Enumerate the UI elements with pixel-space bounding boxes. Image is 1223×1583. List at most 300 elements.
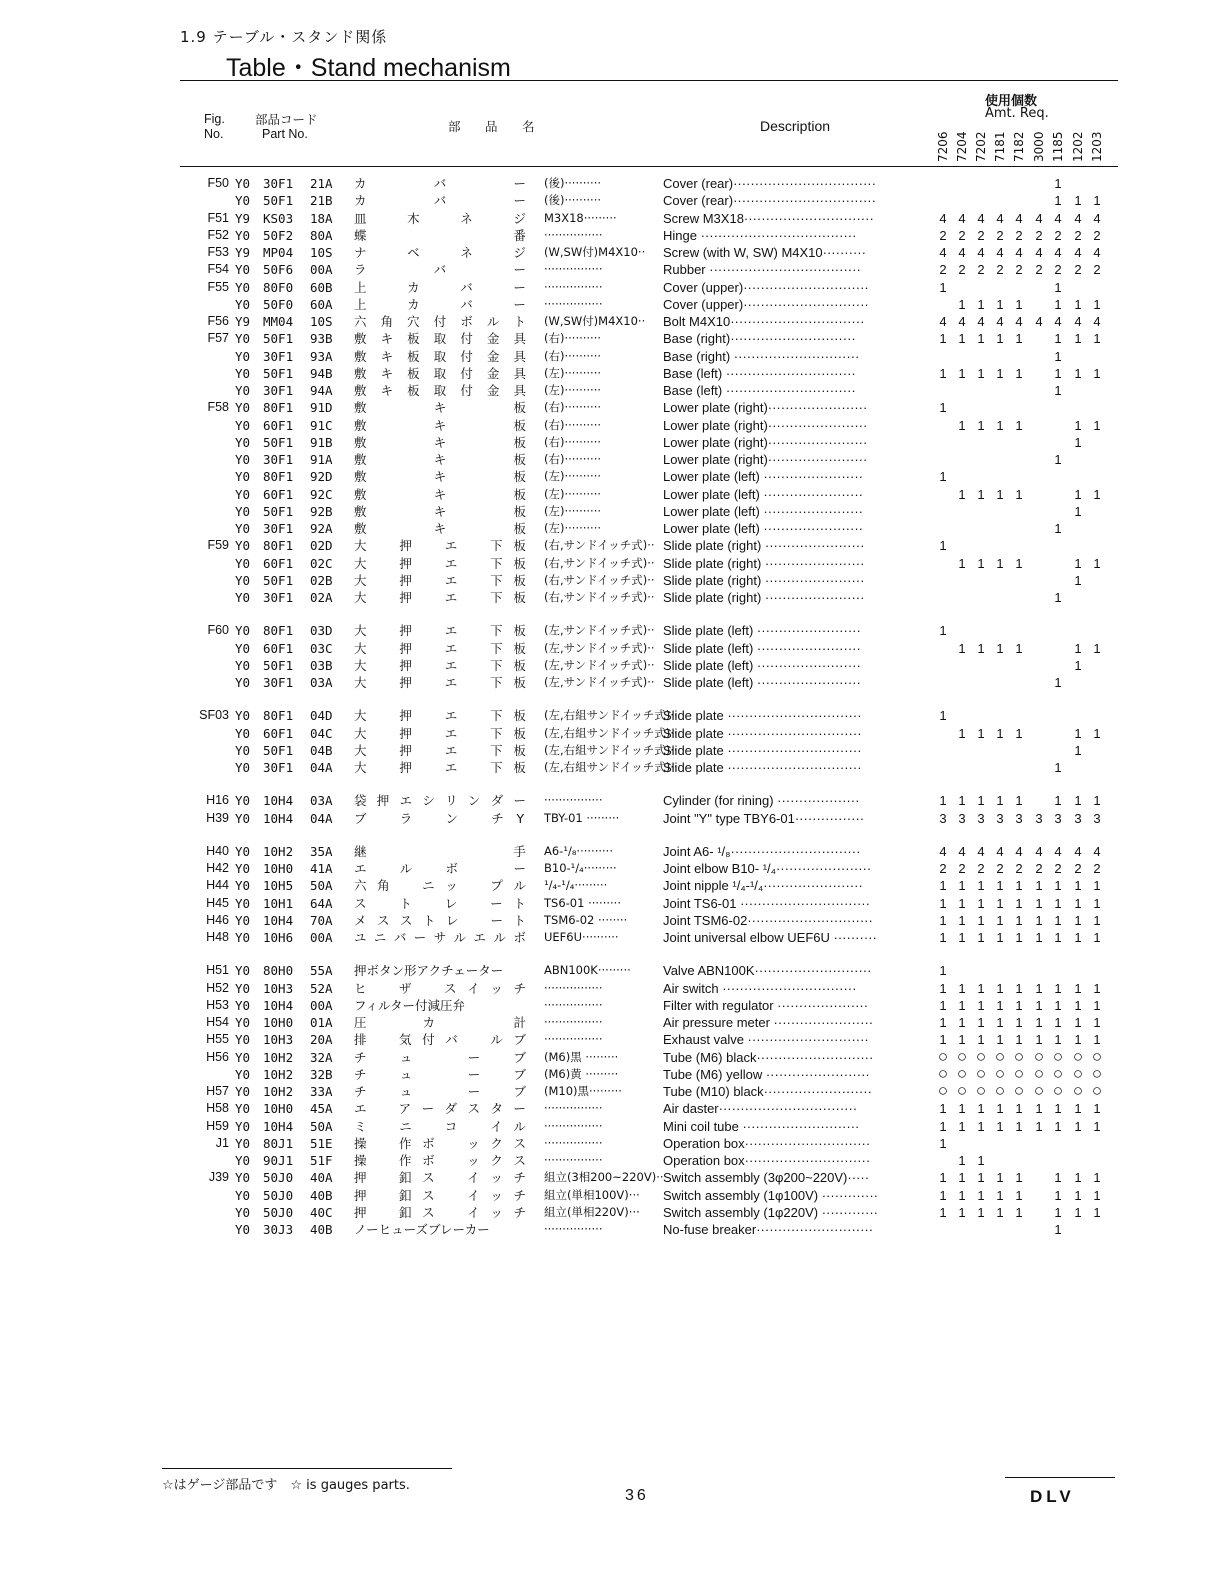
amount-7204: 1: [958, 878, 966, 894]
part-name-jp: [354, 980, 526, 997]
amount-7181: 1: [996, 555, 1004, 571]
part-name-char: [423, 537, 434, 554]
amount-1202: 1: [1074, 296, 1082, 312]
part-prefix: Y0: [235, 538, 251, 554]
part-name-char: 付: [433, 314, 447, 329]
amount-1203: 1: [1093, 1170, 1101, 1186]
part-suffix: 03A: [310, 675, 333, 690]
part-name-char: [461, 520, 472, 537]
part-description: Exhaust valve ····························: [663, 1032, 869, 1048]
part-name-jp: [354, 912, 526, 929]
amount-7182: ○: [1013, 1063, 1025, 1083]
part-name-char: 押: [399, 657, 412, 673]
amount-7181: 1: [996, 793, 1004, 809]
amount-1203: 2: [1093, 861, 1101, 876]
part-description: Joint nipple ¹/₄-¹/₄·······················: [663, 878, 863, 894]
amount-7182: 1: [1015, 417, 1023, 433]
fig-no: H57: [206, 1084, 229, 1098]
part-prefix: Y0: [235, 434, 251, 450]
part-name-char: [468, 742, 479, 759]
part-name-char: ン: [467, 793, 481, 809]
part-no-header: Part No.: [262, 127, 308, 141]
part-spec: (W,SW付)M4X10··: [544, 245, 646, 259]
part-name-char: 板: [513, 486, 526, 502]
amount-7202: ○: [975, 1063, 987, 1083]
amount-7202: 1: [977, 895, 985, 911]
part-name-char: 作: [399, 1135, 412, 1151]
part-name-char: [461, 261, 472, 278]
part-name-char: [377, 1100, 388, 1117]
part-name-char: 押: [354, 1204, 367, 1220]
part-name-char: [377, 1152, 388, 1169]
part-name-char: 角: [377, 878, 390, 894]
part-name-char: ッ: [490, 980, 503, 996]
part-description: Cover (rear)·································: [663, 176, 876, 191]
fig-no: H51: [206, 963, 229, 978]
part-name-char: 蝶: [354, 227, 367, 243]
table-row: [0, 417, 1223, 434]
part-name-char: [377, 759, 388, 776]
part-prefix: Y0: [235, 365, 251, 381]
part-name-jp: [354, 486, 526, 503]
part-code: 10H4: [263, 810, 294, 826]
part-name-char: 押: [399, 538, 412, 554]
table-row: [0, 279, 1223, 296]
part-name-char: キ: [380, 331, 394, 347]
part-spec: (左,サンドイッチ式)··: [544, 675, 655, 689]
part-description: Cover (upper)·····························: [663, 279, 869, 295]
part-spec: 組立(3相200~220V)··: [544, 1170, 664, 1185]
amount-1202: 1: [1074, 640, 1082, 656]
model-header: [936, 126, 950, 162]
part-description: Slide plate ·······························: [663, 760, 862, 775]
amount-1185: 1: [1054, 1118, 1062, 1134]
table-row: [0, 399, 1223, 416]
amount-7204: 1: [958, 980, 966, 996]
part-code: 30F1: [263, 590, 294, 605]
part-name-char: ヒ: [354, 980, 367, 996]
part-description: Slide plate (left) ························: [663, 623, 861, 639]
part-name-char: ュ: [399, 1049, 413, 1065]
table-row: [0, 382, 1223, 399]
part-name-char: レ: [444, 895, 458, 911]
amount-7181: 4: [996, 245, 1004, 260]
part-name-char: イ: [467, 1204, 480, 1220]
part-name-jp: [354, 313, 526, 330]
part-name-char: [423, 572, 434, 589]
part-suffix: 18A: [310, 210, 333, 226]
amount-7204: 1: [958, 1101, 966, 1117]
part-suffix: 21A: [310, 176, 333, 191]
amount-1203: ○: [1091, 1046, 1103, 1066]
part-name-char: [423, 742, 434, 759]
part-name-char: 大: [354, 623, 367, 639]
part-name-char: 押: [376, 793, 390, 809]
part-name-char: 下: [490, 538, 503, 554]
part-name-char: [377, 1031, 388, 1048]
part-name-char: 敷: [354, 400, 367, 416]
part-prefix: Y0: [235, 469, 251, 485]
part-name-char: [423, 1049, 434, 1066]
part-suffix: 40A: [310, 1170, 333, 1186]
part-description: Base (left) ······························: [663, 365, 856, 381]
part-suffix: 51E: [310, 1135, 333, 1151]
table-row: [0, 537, 1223, 554]
footer-rule-left: [162, 1468, 452, 1469]
part-name-char: [461, 399, 472, 416]
amount-1185: 1: [1054, 1170, 1062, 1186]
part-name-char: 板: [513, 708, 526, 724]
part-suffix: 60B: [310, 279, 333, 295]
part-code: 50J0: [263, 1170, 294, 1186]
part-name-char: ー: [513, 262, 526, 278]
part-name-char: 釦: [399, 1187, 412, 1203]
amount-7204: 4: [958, 245, 966, 260]
part-name-char: ス: [354, 895, 367, 911]
part-name-char: ブ: [513, 1066, 526, 1082]
part-name-char: 具: [513, 348, 526, 364]
part-name-char: 板: [513, 760, 526, 775]
amount-1185: 1: [1054, 895, 1062, 911]
table-row: [0, 365, 1223, 382]
amount-7202: ○: [975, 1081, 987, 1100]
model-header: [1051, 126, 1065, 162]
amount-1185: 4: [1054, 245, 1062, 260]
part-prefix: Y0: [235, 1204, 251, 1220]
part-prefix: Y0: [235, 793, 251, 809]
part-name-char: ボ: [422, 1135, 435, 1151]
part-suffix: 04C: [310, 725, 333, 741]
amount-7182: 1: [1015, 930, 1023, 945]
part-code: 50J0: [263, 1187, 294, 1203]
part-description: Tube (M6) yellow ························: [663, 1066, 870, 1082]
amount-7202: ○: [975, 1046, 987, 1066]
amount-header-jp: 使用個数: [985, 94, 1038, 109]
amount-1185: 2: [1054, 861, 1062, 876]
part-spec: ················: [544, 262, 603, 277]
amount-1202: 1: [1074, 503, 1082, 519]
part-name-char: 大: [354, 572, 367, 588]
part-name-char: 板: [513, 640, 526, 656]
part-name-char: ダ: [490, 793, 504, 809]
amount-1202: 1: [1074, 572, 1082, 588]
amount-1203: 1: [1093, 725, 1101, 741]
part-name-char: ン: [445, 810, 458, 826]
part-suffix: 00A: [310, 262, 333, 278]
amount-7182: 1: [1015, 486, 1023, 502]
part-description: Lower plate (right)·······················: [663, 452, 868, 467]
part-name-char: ニ: [373, 930, 387, 945]
amount-1202: 1: [1074, 1187, 1082, 1203]
part-name-char: エ: [444, 760, 458, 775]
part-name-char: 皿: [354, 210, 367, 226]
part-name-char: エ: [444, 623, 458, 639]
part-name-char: キ: [433, 486, 447, 502]
part-name-char: ッ: [445, 878, 458, 894]
amount-1203: 1: [1093, 365, 1101, 381]
part-name-char: 金: [486, 383, 500, 398]
amount-7181: 1: [996, 1187, 1004, 1203]
amount-7206: 2: [939, 262, 947, 278]
table-row: [0, 674, 1223, 691]
amount-3000: 4: [1035, 245, 1043, 260]
part-name-char: [423, 895, 434, 912]
part-name-char: 敷: [354, 348, 367, 364]
part-spec: (右)··········: [544, 417, 602, 432]
part-name-char: [378, 1066, 389, 1083]
part-name-char: 釦: [399, 1204, 412, 1220]
fig-no: F57: [207, 331, 229, 346]
part-name-char: ス: [513, 1135, 526, 1151]
amount-7202: 2: [977, 262, 985, 278]
amount-1185: 1: [1054, 383, 1062, 398]
part-name-char: ナ: [354, 245, 367, 260]
part-code: 10H0: [263, 1015, 294, 1030]
part-name-char: ー: [513, 176, 526, 191]
table-row: [0, 929, 1223, 946]
part-name-char: イ: [467, 1170, 480, 1186]
amount-1203: 1: [1093, 980, 1101, 996]
part-name-char: [434, 279, 445, 296]
part-name-char: [408, 468, 419, 485]
amount-7181: 1: [996, 912, 1004, 928]
part-prefix: Y0: [235, 861, 251, 876]
part-suffix: 50A: [310, 878, 333, 894]
part-name-char: キ: [380, 348, 394, 364]
amount-1185: 1: [1054, 193, 1062, 209]
part-prefix: Y0: [235, 348, 251, 364]
part-suffix: 32A: [310, 1049, 333, 1065]
part-name-char: [377, 980, 388, 997]
part-name-char: 袋: [354, 793, 367, 809]
amount-7206: ○: [937, 1081, 949, 1100]
amount-1203: 1: [1093, 555, 1101, 571]
part-prefix: Y0: [235, 572, 251, 588]
table-row: [0, 1135, 1223, 1152]
amount-7202: 1: [977, 930, 985, 945]
part-name-char: リ: [445, 793, 458, 809]
part-code: 80H0: [263, 963, 294, 979]
part-name-char: ッ: [490, 1170, 503, 1186]
part-description: Rubber ···································: [663, 262, 861, 278]
part-code: 10H4: [263, 912, 294, 928]
amount-1202: 4: [1074, 210, 1082, 226]
part-spec: ················: [544, 227, 603, 242]
part-code: 30F1: [263, 675, 294, 690]
part-suffix: 92B: [310, 503, 333, 519]
amount-7182: 2: [1015, 861, 1023, 876]
amount-1202: 1: [1074, 486, 1082, 502]
part-name-char: ボ: [445, 861, 458, 876]
part-name-char: [487, 279, 498, 296]
part-code: 50F1: [263, 572, 294, 588]
amount-1185: 1: [1054, 1204, 1062, 1220]
amount-7204: 1: [958, 793, 966, 809]
part-name-char: [461, 227, 472, 244]
amount-3000: ○: [1033, 1046, 1045, 1066]
amount-7181: 4: [996, 314, 1004, 329]
part-spec: (右,サンドイッチ式)··: [544, 555, 655, 570]
part-name-char: [377, 1135, 388, 1152]
part-suffix: 50A: [310, 1118, 333, 1134]
amount-1185: 2: [1054, 262, 1062, 278]
part-name-char: [381, 296, 392, 313]
amount-7181: 1: [996, 296, 1004, 312]
part-code: 10H0: [263, 861, 294, 876]
part-name-char: イ: [467, 980, 480, 996]
amount-header: Amt. Req.: [985, 106, 1049, 121]
amount-7181: 1: [996, 1118, 1004, 1134]
amount-7182: 1: [1015, 1170, 1023, 1186]
part-description: Slide plate (right) ·······················: [663, 572, 865, 588]
part-prefix: Y0: [235, 760, 251, 775]
part-name-char: バ: [433, 193, 447, 209]
part-name-char: 押: [399, 675, 412, 690]
amount-7182: 1: [1015, 331, 1023, 347]
amount-1203: 4: [1093, 245, 1101, 260]
model-header-label: 7181: [993, 131, 1007, 162]
part-name-char: ノーヒューズブレーカー: [354, 1222, 490, 1237]
amount-7182: 1: [1015, 1118, 1023, 1134]
amount-7182: 1: [1015, 725, 1023, 741]
part-code: 80F0: [263, 279, 294, 295]
part-name-char: 板: [513, 742, 526, 758]
part-name-char: [446, 1014, 457, 1031]
fig-no: F50: [207, 176, 229, 190]
amount-3000: 1: [1035, 912, 1043, 928]
part-name-char: [378, 1014, 389, 1031]
amount-1202: 1: [1074, 331, 1082, 347]
amount-3000: 1: [1035, 878, 1043, 894]
amount-1185: 1: [1054, 365, 1062, 381]
part-prefix: Y0: [235, 810, 251, 826]
part-name-char: ス: [513, 1153, 526, 1168]
amount-1202: 3: [1074, 810, 1082, 826]
table-row: [0, 520, 1223, 537]
description-header: Description: [760, 118, 831, 134]
fig-no: H40: [206, 843, 229, 858]
part-name-char: チ: [491, 810, 504, 826]
part-name-char: 押: [399, 623, 412, 639]
part-code: 60F1: [263, 417, 294, 433]
part-name-char: ス: [444, 980, 457, 996]
amount-1185: 1: [1054, 793, 1062, 809]
part-name-char: 下: [490, 742, 503, 758]
part-name-char: [381, 399, 392, 416]
part-prefix: Y0: [235, 843, 251, 859]
part-spec: (右)··········: [544, 434, 602, 449]
part-name-char: [445, 1152, 456, 1169]
part-name-jp: [354, 1014, 526, 1031]
amount-1202: 4: [1074, 843, 1082, 859]
amount-7202: 1: [977, 1015, 985, 1030]
amount-7206: ○: [937, 1063, 949, 1083]
amount-7206: 1: [939, 963, 947, 979]
amount-1203: 1: [1093, 296, 1101, 312]
part-name-char: [408, 399, 419, 416]
part-prefix: Y0: [235, 1032, 251, 1048]
amount-1202: 2: [1074, 262, 1082, 278]
part-name-char: 大: [354, 742, 367, 758]
part-name-char: チ: [513, 1187, 526, 1203]
part-code: 50F0: [263, 296, 294, 312]
part-name-char: キ: [433, 452, 447, 467]
part-name-jp: [354, 929, 526, 946]
amount-1185: 1: [1054, 279, 1062, 295]
part-suffix: 40B: [310, 1187, 333, 1203]
part-description: Joint A6- ¹/₈······························: [663, 843, 861, 859]
part-name-char: 板: [407, 383, 420, 398]
model-header-label: 1202: [1071, 131, 1085, 162]
table-row: [0, 962, 1223, 979]
part-description: Joint TSM6-02·····························: [663, 912, 873, 928]
part-name-char: ル: [453, 930, 467, 945]
part-description: Lower plate (right)·······················: [663, 417, 868, 433]
amount-7182: 1: [1015, 365, 1023, 381]
amount-3000: 4: [1035, 210, 1043, 226]
part-spec: ················: [544, 279, 603, 294]
amount-7204: 1: [958, 640, 966, 656]
amount-7182: 1: [1015, 1187, 1023, 1203]
header-rule: [180, 166, 1118, 167]
part-name-char: 押: [399, 760, 412, 775]
part-code: 50F1: [263, 742, 294, 758]
table-row: [0, 1152, 1223, 1169]
part-name-jp: [354, 227, 526, 244]
amount-7182: 1: [1015, 895, 1023, 911]
part-code: 90J1: [263, 1153, 294, 1168]
part-name-char: 排: [354, 1032, 367, 1048]
amount-7202: 1: [977, 1101, 985, 1117]
amount-7181: 1: [996, 878, 1004, 894]
part-name-char: ル: [399, 861, 413, 876]
part-name-jp: [354, 895, 526, 912]
part-spec: ················: [544, 1118, 603, 1133]
amount-7182: 3: [1015, 810, 1023, 826]
table-row: [0, 589, 1223, 606]
part-description: Hinge ····································: [663, 227, 857, 243]
part-name-char: ブ: [513, 1049, 526, 1065]
part-name-char: ュ: [399, 1066, 413, 1082]
part-name-char: [382, 227, 393, 244]
part-name-char: [377, 622, 388, 639]
amount-1202: 1: [1074, 1032, 1082, 1048]
part-name-char: 板: [513, 503, 526, 519]
table-row: [0, 486, 1223, 503]
part-name-char: キ: [433, 417, 447, 433]
amount-1202: 1: [1074, 912, 1082, 928]
table-row: [0, 1014, 1223, 1031]
part-name-char: [461, 451, 472, 468]
part-suffix: 93A: [310, 348, 333, 364]
part-name-char: [377, 895, 388, 912]
part-name-char: [468, 877, 479, 894]
part-name-char: [423, 843, 434, 860]
part-name-char: エ: [444, 555, 458, 571]
amount-3000: 1: [1035, 930, 1043, 945]
part-name-char: チ: [513, 980, 526, 996]
model-header: [1012, 126, 1026, 162]
amount-7206: 1: [939, 331, 947, 347]
amount-7204: 1: [958, 331, 966, 347]
amount-7206: 4: [939, 210, 947, 226]
part-name-char: ス: [422, 1170, 435, 1186]
part-name-char: [423, 640, 434, 657]
part-suffix: 33A: [310, 1084, 333, 1099]
amount-7206: 3: [939, 810, 947, 826]
part-name-char: [381, 261, 392, 278]
part-description: Joint universal elbow UEF6U ··········: [663, 930, 877, 945]
